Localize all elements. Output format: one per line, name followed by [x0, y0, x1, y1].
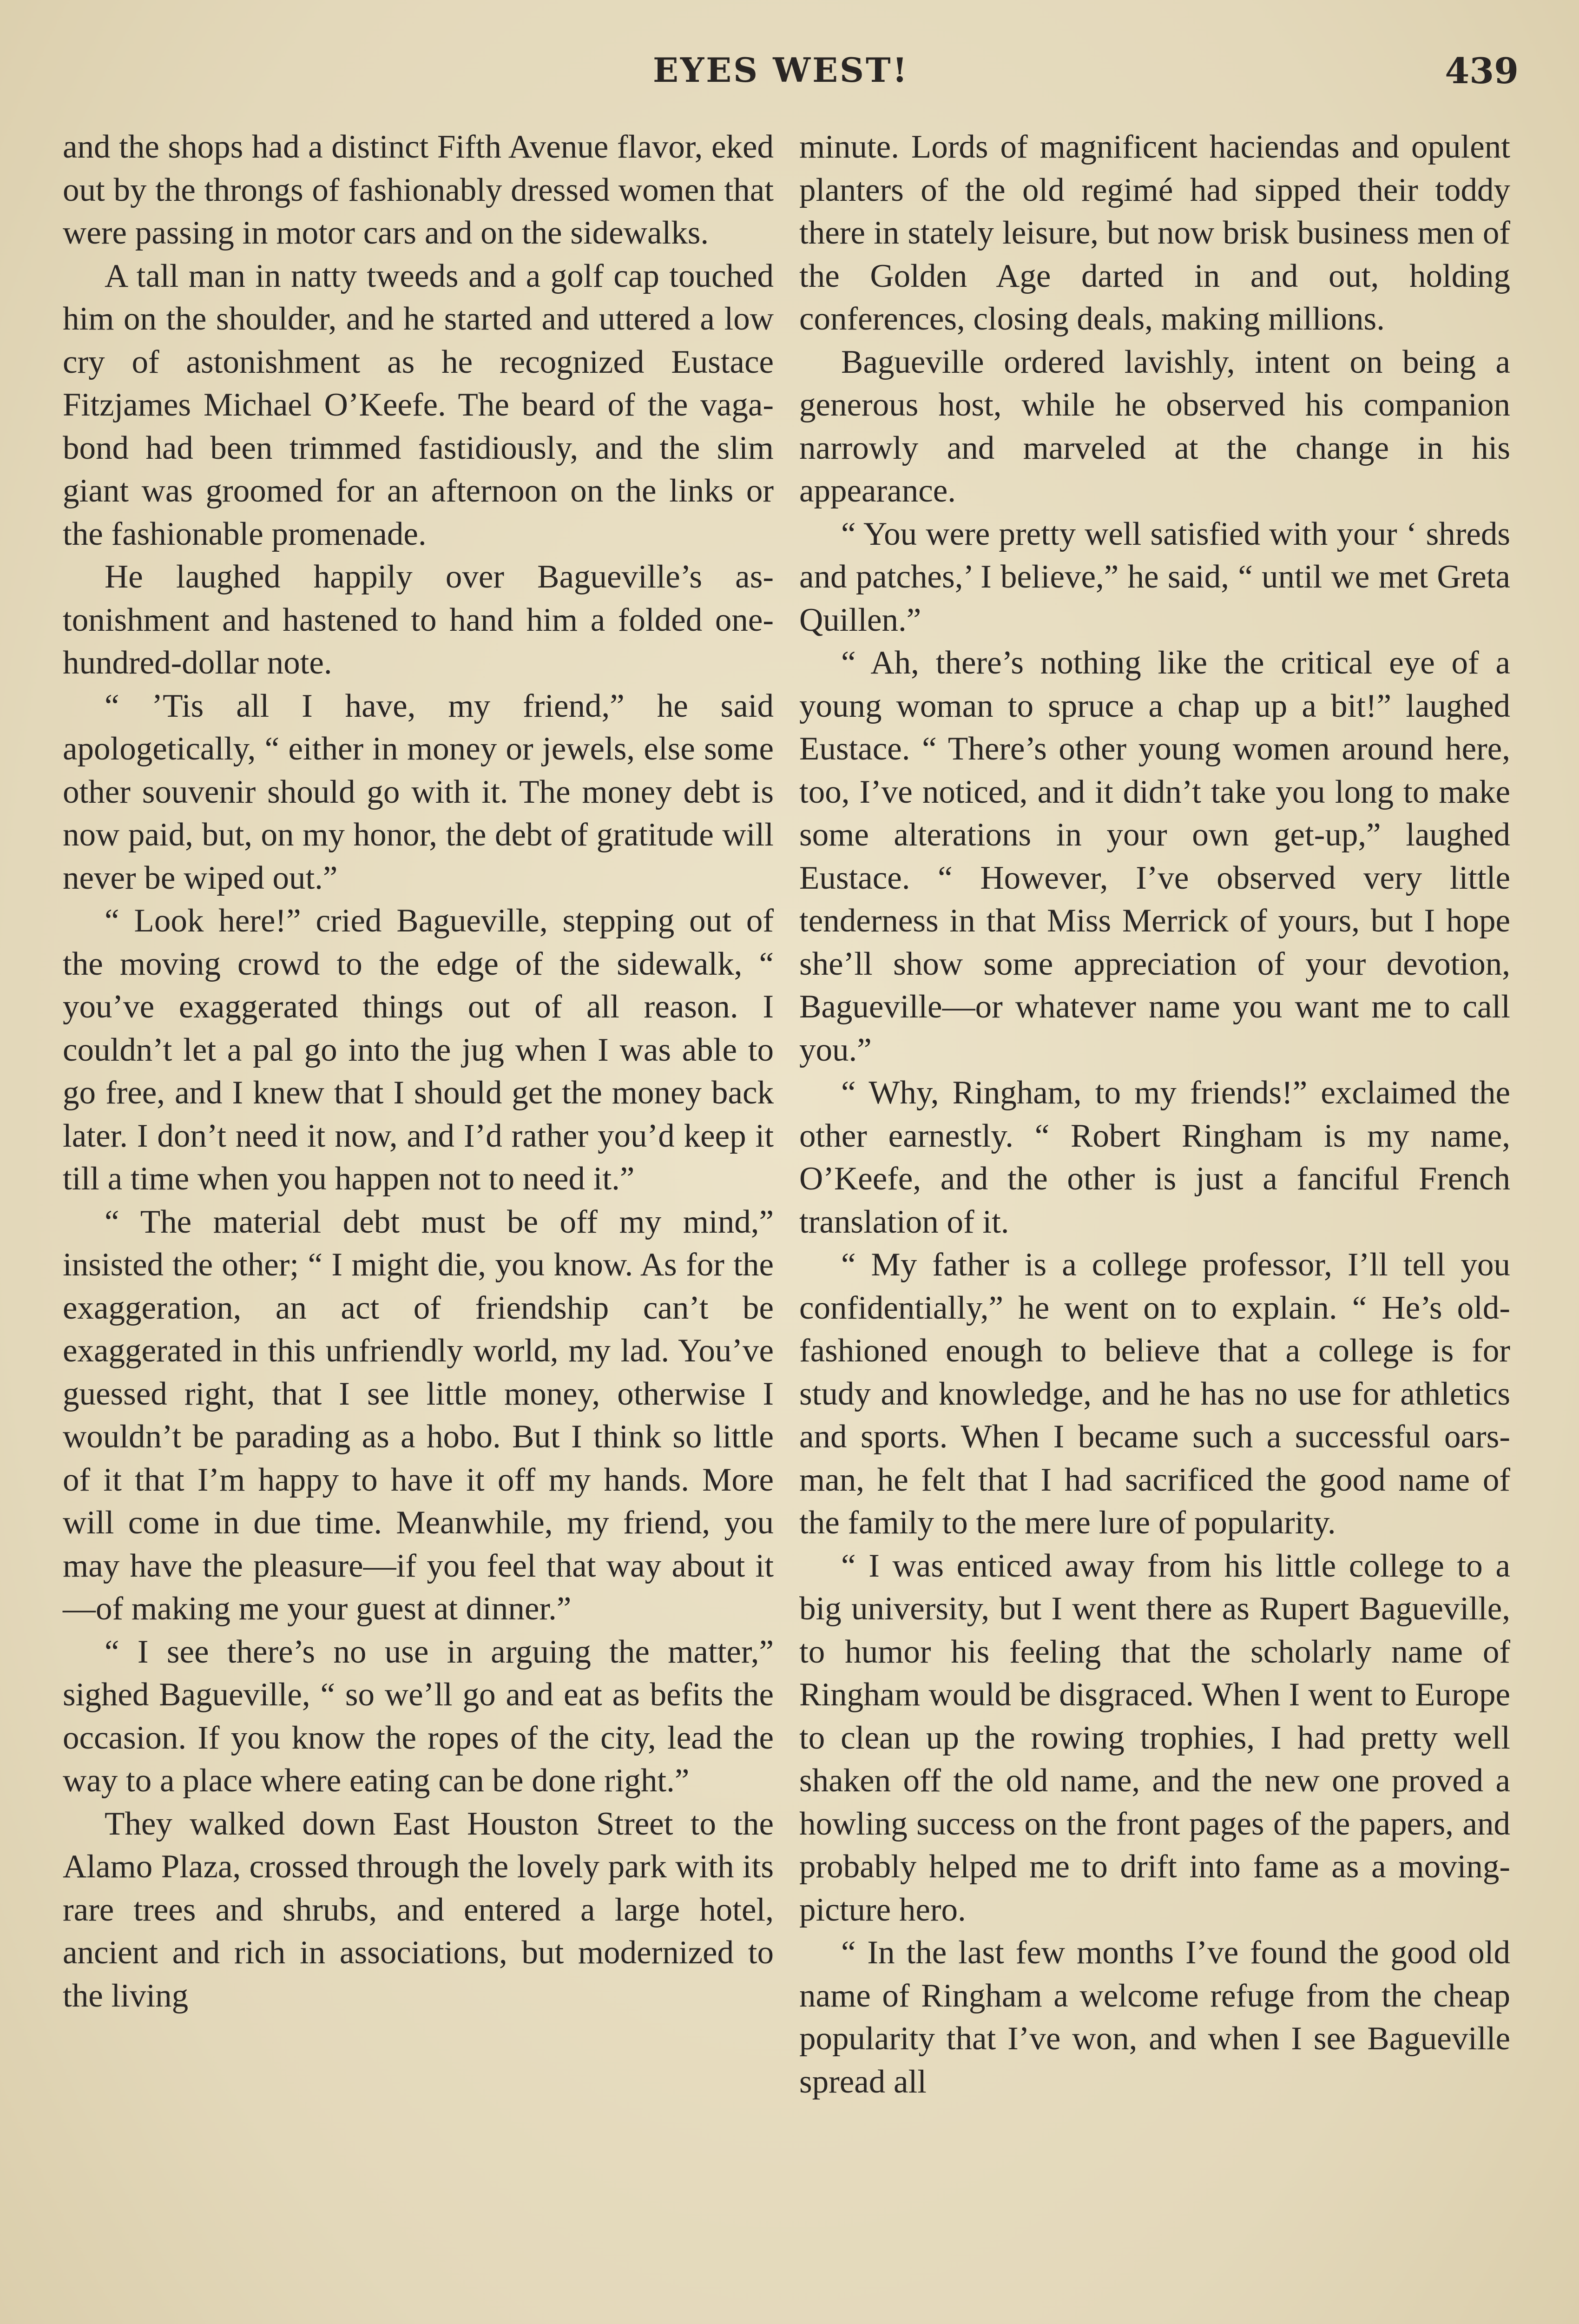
page-header — [0, 50, 1579, 101]
running-title: EYES WEST! — [653, 50, 909, 90]
paragraph: “ I was enticed away from his little college to a big university, but I went there as Rupert Bagueville, to humor his feeling that the scholarly name of Ringham would be disgraced. When I went to Europe to clean up the rowing trophies, I had pretty well shaken off the old name, and the new one proved a howling success on the front pages of the papers, and probably helped me to drift into fame as a moving-picture hero. — [799, 1547, 1510, 1928]
paragraph: “ In the last few months I’ve found the good old name of Ringham a welcome refuge from the cheap popularity that I’ve won, and when I see Bagueville spread all — [799, 1934, 1510, 2100]
paragraph: He laughed happily over Bagueville’s astonishment and hastened to hand him a folded one-hundred-dollar note. — [63, 559, 774, 681]
page-number: 439 — [1445, 50, 1519, 92]
paragraph: and the shops had a distinct Fifth Avenue flavor, eked out by the throngs of fashionably dressed women that were passing in motor cars and on the sidewalks. — [63, 129, 774, 251]
paragraph: “ ’Tis all I have, my friend,” he said apologetically, “ either in money or jewels, else some other souvenir should go with it. The money debt is now paid, but, on my honor, the debt of gratitude will never be wiped out.” — [63, 687, 774, 896]
paragraph: “ My father is a college professor, I’ll tell you confidentially,” he went on to explain. “ He’s old-fashioned enough to believe that a college is for study and knowledge, and he has no use for athletics and sports. When I became such a successful oarsman, he felt that I had sacrificed the good name of the family to the mere lure of popularity. — [799, 1247, 1510, 1541]
paragraph: A tall man in natty tweeds and a golf cap touched him on the shoulder, and he started and uttered a low cry of astonishment as he recognized Eustace Fitzjames Michael O’Keefe. The beard of the vagabond had been trimmed fastidiously, and the slim giant was groomed for an afternoon on the links or the fashionable promenade. — [63, 257, 774, 552]
paragraph: They walked down East Houston Street to the Alamo Plaza, crossed through the lovely park with its rare trees and shrubs, and entered a large hotel, ancient and rich in associations, but modernized to the living — [63, 1805, 774, 2014]
paragraph: “ The material debt must be off my mind,” insisted the other; “ I might die, you know. As for the exaggeration, an act of friendship can’t be exaggerated in this unfriendly world, my lad. You’ve guessed right, that I see little money, otherwise I wouldn’t be parading as a hobo. But I think so little of it that I’m happy to have it off my hands. More will come in due time. Meanwhile, my friend, you may have the pleasure—if you feel that way about it —of making me your guest at dinner.” — [63, 1203, 774, 1627]
paragraph: “ I see there’s no use in arguing the matter,” sighed Bagueville, “ so we’ll go and eat as befits the occasion. If you know the ropes of the city, lead the way to a place where eating can be done right.” — [63, 1633, 774, 1799]
paragraph: “ You were pretty well satisfied with your ‘ shreds and patches,’ I believe,” he said, “ until we met Greta Quillen.” — [799, 515, 1510, 638]
paragraph: “ Why, Ringham, to my friends!” exclaimed the other earnestly. “ Robert Ringham is my name, O’Keefe, and the other is just a fanciful French translation of it. — [799, 1075, 1510, 1240]
paragraph: minute. Lords of magnificent haciendas and opulent planters of the old regimé had sipped their toddy there in stately leisure, but now brisk business men of the Golden Age darted in and out, holding conferences, closing deals, making millions. — [799, 129, 1510, 337]
paragraph: Bagueville ordered lavishly, intent on being a generous host, while he observed his companion narrowly and marveled at the change in his appearance. — [799, 343, 1510, 509]
left-text-column — [63, 125, 774, 2017]
right-text-column — [799, 125, 1510, 2103]
paragraph: “ Look here!” cried Bagueville, stepping out of the moving crowd to the edge of the sidewalk, “ you’ve exaggerated things out of all reason. I couldn’t let a pal go into the jug when I was able to go free, and I knew that I should get the money back later. I don’t need it now, and I’d rather you’d keep it till a time when you happen not to need it.” — [63, 903, 774, 1197]
paragraph: “ Ah, there’s nothing like the critical eye of a young woman to spruce a chap up a bit!” laughed Eustace. “ There’s other young women around here, too, I’ve noticed, and it didn’t take you long to make some alterations in your own get-up,” laughed Eustace. “ However, I’ve observed very little tenderness in that Miss Merrick of yours, but I hope she’ll show some appreciation of your devotion, Bagueville—or whatever name you want me to call you.” — [799, 645, 1510, 1068]
